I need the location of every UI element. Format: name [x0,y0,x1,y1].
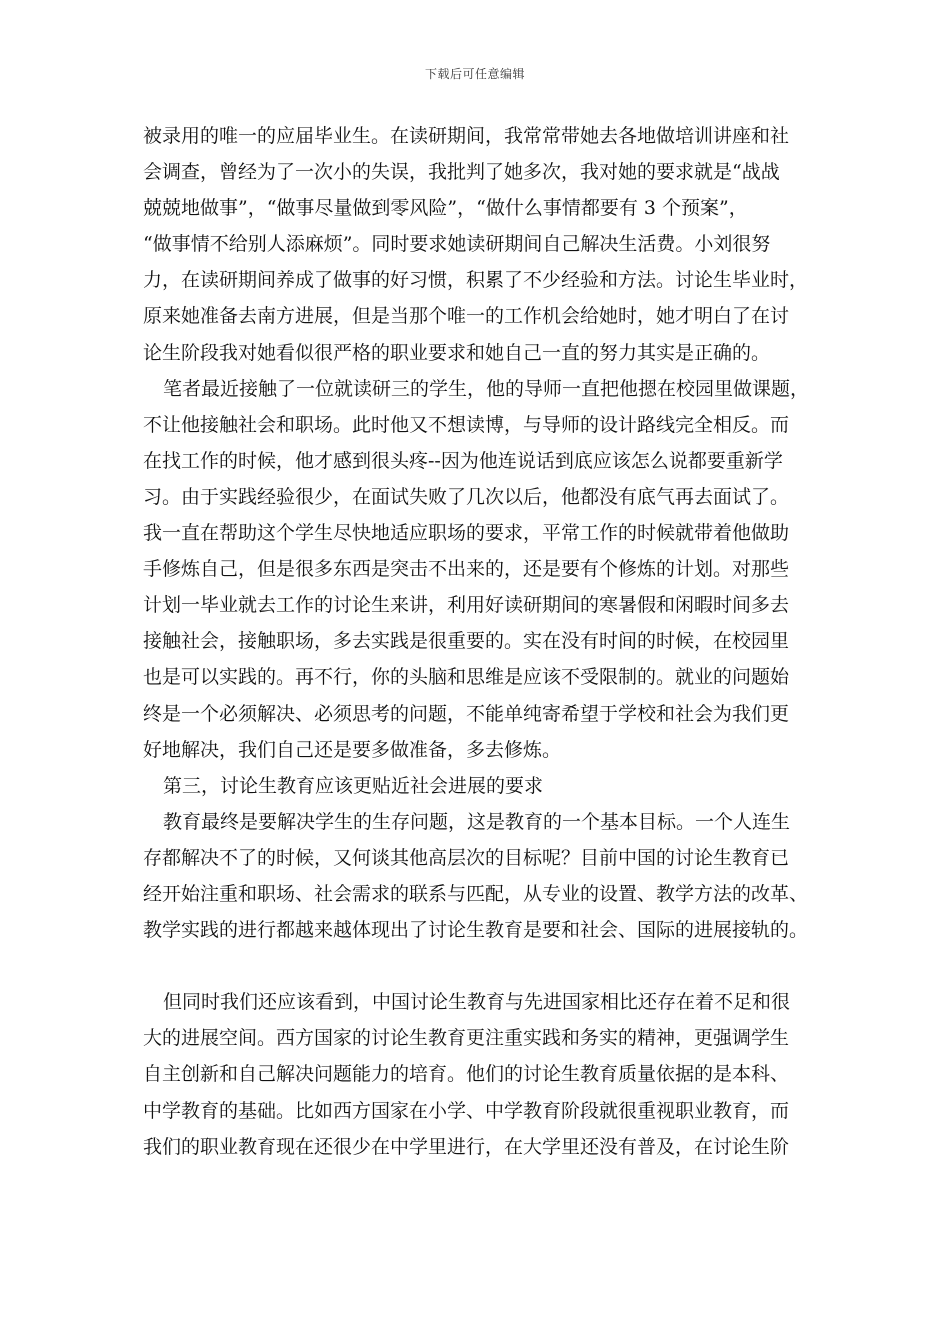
heading-line: 第三，讨论生教育应该更贴近社会进展的要求 [163,774,544,797]
text-line: 中学教育的基础。比如西方国家在小学、中学教育阶段就很重视职业教育，而 [143,1099,790,1122]
text-line: 计划一毕业就去工作的讨论生来讲，利用好读研期间的寒暑假和闲暇时间多去 [143,594,790,617]
text-line: 我一直在帮助这个学生尽快地适应职场的要求，平常工作的时候就带着他做助 [143,522,790,545]
document-body [143,118,823,1165]
text-line: 在找工作的时候，他才感到很头疼--因为他连说话到底应该怎么说都要重新学 [143,449,783,472]
text-line: 也是可以实践的。再不行，你的头脑和思维是应该不受限制的。就业的问题始 [143,666,790,689]
text-line: 大的进展空间。西方国家的讨论生教育更注重实践和务实的精神，更强调学生 [143,1027,790,1050]
text-line: 不让他接触社会和职场。此时他又不想读博，与导师的设计路线完全相反。而 [143,413,790,436]
text-line: 教学实践的进行都越来越体现出了讨论生教育是要和社会、国际的进展接轨的。 [143,919,809,942]
paragraph [143,118,823,371]
text-line: 兢兢地做事”，“做事尽量做到零风险”，“做什么事情都要有 3 个预案”， [143,197,748,220]
page-header: 下载后可任意编辑 [424,67,525,81]
text-line: 力，在读研期间养成了做事的好习惯，积累了不少经验和方法。讨论生毕业时， [143,269,809,292]
text-line: 被录用的唯一的应届毕业生。在读研期间，我常常带她去各地做培训讲座和社 [143,125,790,147]
text-line: 终是一个必须解决、必须思考的问题，不能单纯寄希望于学校和社会为我们更 [143,702,790,725]
text-line: 存都解决不了的时候，又何谈其他高层次的目标呢？目前中国的讨论生教育已 [143,846,790,869]
text-line: 教育最终是要解决学生的生存问题，这是教育的一个基本目标。一个人连生 [163,810,791,833]
text-line: 习。由于实践经验很少，在面试失败了几次以后，他都没有底气再去面试了。 [143,485,790,508]
text-line: 原来她准备去南方进展，但是当那个唯一的工作机会给她时，她才明白了在讨 [143,305,790,328]
paragraph [143,804,823,948]
paragraph-gap [143,948,823,984]
text-line: 经开始注重和职场、社会需求的联系与匹配，从专业的设置、教学方法的改革、 [143,882,809,905]
text-line: “做事情不给别人添麻烦”。同时要求她读研期间自己解决生活费。小刘很努 [143,233,771,256]
text-line: 接触社会，接触职场，多去实践是很重要的。实在没有时间的时候，在校园里 [143,630,790,653]
text-line: 自主创新和自己解决问题能力的培育。他们的讨论生教育质量依据的是本科、 [143,1063,790,1086]
text-line: 论生阶段我对她看似很严格的职业要求和她自己一直的努力其实是正确的。 [143,341,771,364]
text-line: 我们的职业教育现在还很少在中学里进行，在大学里还没有普及，在讨论生阶 [143,1135,790,1158]
text-line: 手修炼自己，但是很多东西是突击不出来的，还是要有个修炼的计划。对那些 [143,558,790,581]
section-heading [143,768,823,804]
text-line: 笔者最近接触了一位就读研三的学生，他的导师一直把他摁在校园里做课题， [163,377,810,400]
paragraph [143,371,823,768]
text-line: 会调查，曾经为了一次小的失误，我批判了她多次，我对她的要求就是“战战 [143,161,780,184]
paragraph [143,984,823,1164]
text-line: 但同时我们还应该看到，中国讨论生教育与先进国家相比还存在着不足和很 [163,991,791,1014]
text-line: 好地解决，我们自己还是要多做准备，多去修炼。 [143,738,562,761]
